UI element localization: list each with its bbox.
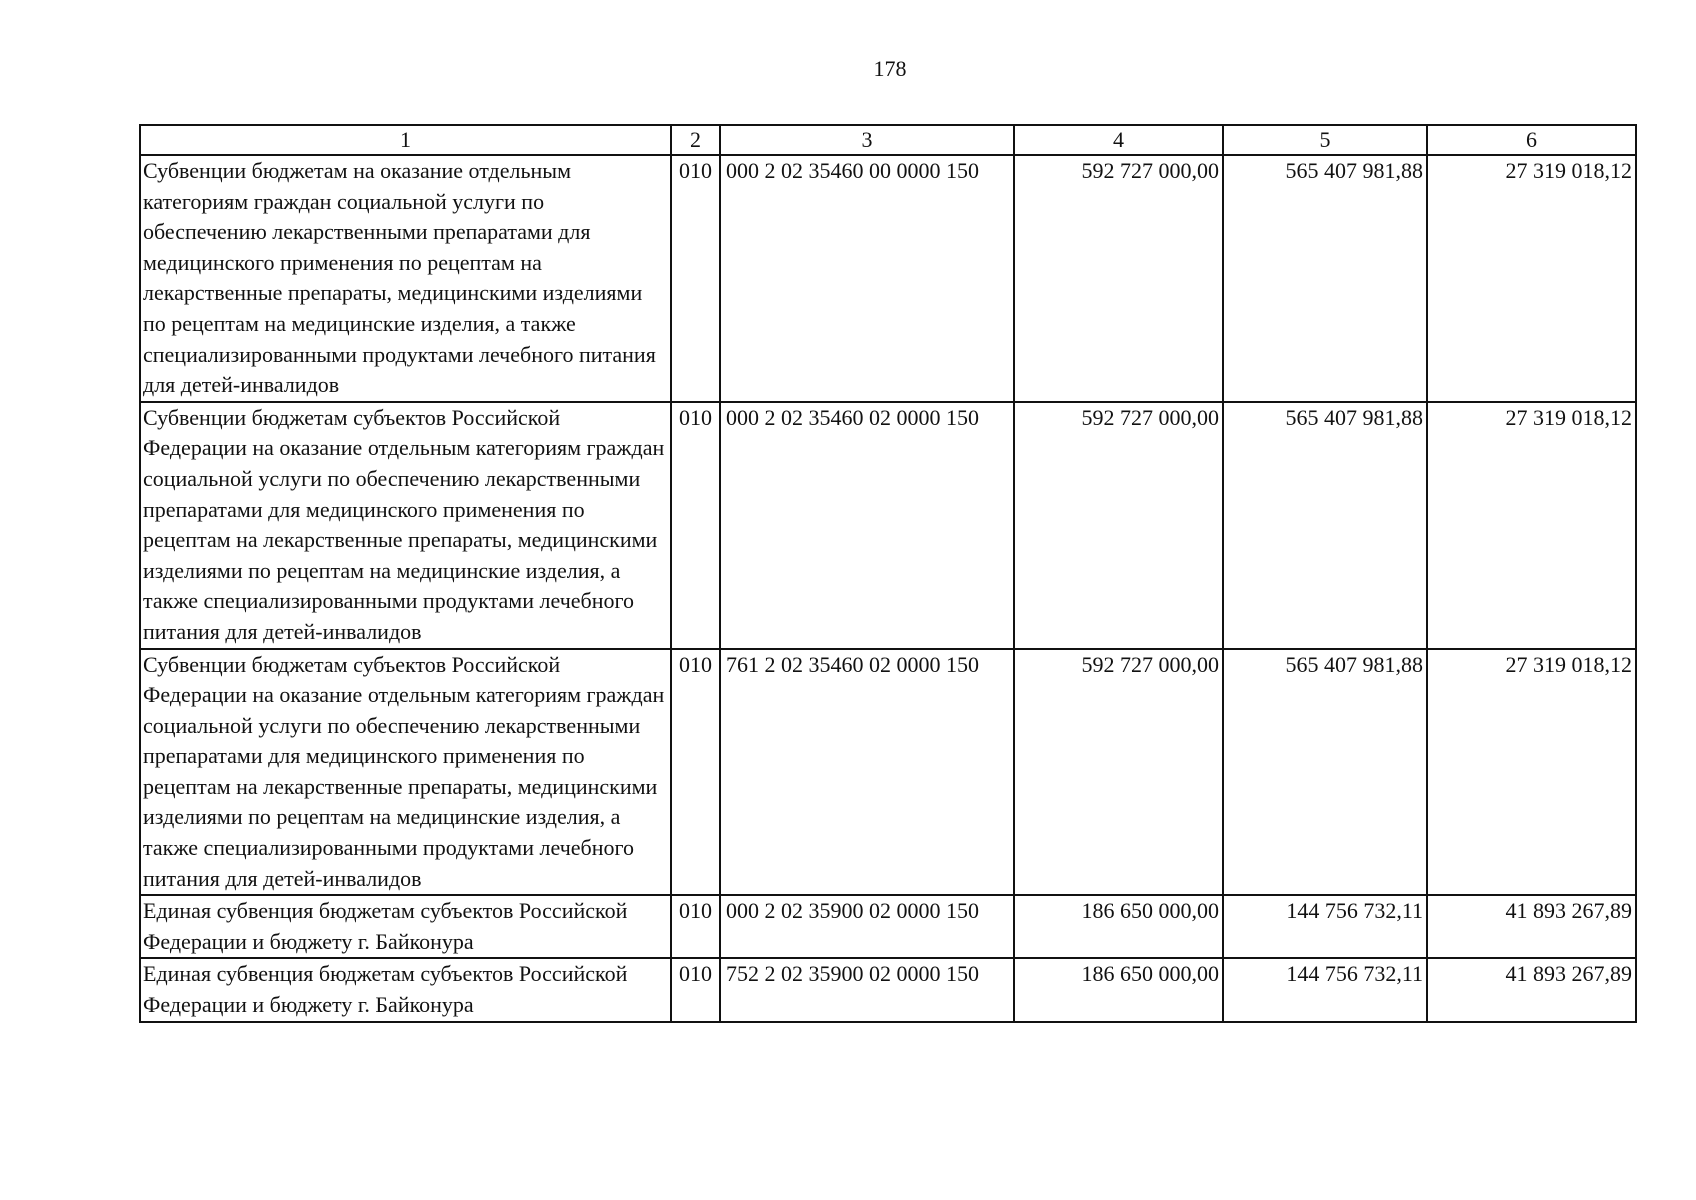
row-executed-amount: 565 407 981,88 xyxy=(1223,649,1427,896)
header-col-3: 3 xyxy=(720,125,1014,155)
table-row xyxy=(140,895,1636,958)
row-name: Субвенции бюджетам на оказание отдельным категориям граждан социальной услуги по обеспечению лекарственными препаратами для медицинского применения по рецептам на лекарственные препараты, медицинскими изделиями по рецептам на медицинские изделия, а также специализированными продуктами лечебного питания для детей-инвалидов xyxy=(140,155,671,402)
row-remainder-amount: 41 893 267,89 xyxy=(1427,895,1636,958)
table-row xyxy=(140,155,1636,402)
table-row xyxy=(140,402,1636,649)
row-admin-code: 010 xyxy=(671,155,720,402)
row-executed-amount: 565 407 981,88 xyxy=(1223,402,1427,649)
header-col-4: 4 xyxy=(1014,125,1223,155)
header-col-1: 1 xyxy=(140,125,671,155)
row-executed-amount: 144 756 732,11 xyxy=(1223,895,1427,958)
row-name: Единая субвенция бюджетам субъектов Российской Федерации и бюджету г. Байконура xyxy=(140,895,671,958)
row-admin-code: 010 xyxy=(671,895,720,958)
row-approved-amount: 592 727 000,00 xyxy=(1014,649,1223,896)
row-name: Единая субвенция бюджетам субъектов Российской Федерации и бюджету г. Байконура xyxy=(140,958,671,1021)
row-remainder-amount: 41 893 267,89 xyxy=(1427,958,1636,1021)
row-classification-code: 000 2 02 35460 02 0000 150 xyxy=(720,402,1014,649)
page-number: 178 xyxy=(873,56,907,81)
header-col-5: 5 xyxy=(1223,125,1427,155)
row-classification-code: 000 2 02 35460 00 0000 150 xyxy=(720,155,1014,402)
table-body xyxy=(140,155,1636,1022)
header-row xyxy=(140,125,1636,155)
table-header xyxy=(140,125,1636,155)
table-row xyxy=(140,958,1636,1021)
row-approved-amount: 592 727 000,00 xyxy=(1014,155,1223,402)
row-classification-code: 752 2 02 35900 02 0000 150 xyxy=(720,958,1014,1021)
row-approved-amount: 592 727 000,00 xyxy=(1014,402,1223,649)
row-approved-amount: 186 650 000,00 xyxy=(1014,958,1223,1021)
row-admin-code: 010 xyxy=(671,402,720,649)
header-col-6: 6 xyxy=(1427,125,1636,155)
header-col-2: 2 xyxy=(671,125,720,155)
row-classification-code: 000 2 02 35900 02 0000 150 xyxy=(720,895,1014,958)
row-approved-amount: 186 650 000,00 xyxy=(1014,895,1223,958)
row-classification-code: 761 2 02 35460 02 0000 150 xyxy=(720,649,1014,896)
row-name: Субвенции бюджетам субъектов Российской Федерации на оказание отдельным категориям граждан социальной услуги по обеспечению лекарственными препаратами для медицинского применения по рецептам на лекарственные препараты, медицинскими изделиями по рецептам на медицинские изделия, а также специализированными продуктами лечебного питания для детей-инвалидов xyxy=(140,649,671,896)
table-row xyxy=(140,649,1636,896)
row-remainder-amount: 27 319 018,12 xyxy=(1427,402,1636,649)
row-executed-amount: 144 756 732,11 xyxy=(1223,958,1427,1021)
budget-table xyxy=(139,124,1637,1023)
row-admin-code: 010 xyxy=(671,958,720,1021)
row-executed-amount: 565 407 981,88 xyxy=(1223,155,1427,402)
row-name: Субвенции бюджетам субъектов Российской Федерации на оказание отдельным категориям граждан социальной услуги по обеспечению лекарственными препаратами для медицинского применения по рецептам на лекарственные препараты, медицинскими изделиями по рецептам на медицинские изделия, а также специализированными продуктами лечебного питания для детей-инвалидов xyxy=(140,402,671,649)
row-remainder-amount: 27 319 018,12 xyxy=(1427,155,1636,402)
row-admin-code: 010 xyxy=(671,649,720,896)
row-remainder-amount: 27 319 018,12 xyxy=(1427,649,1636,896)
